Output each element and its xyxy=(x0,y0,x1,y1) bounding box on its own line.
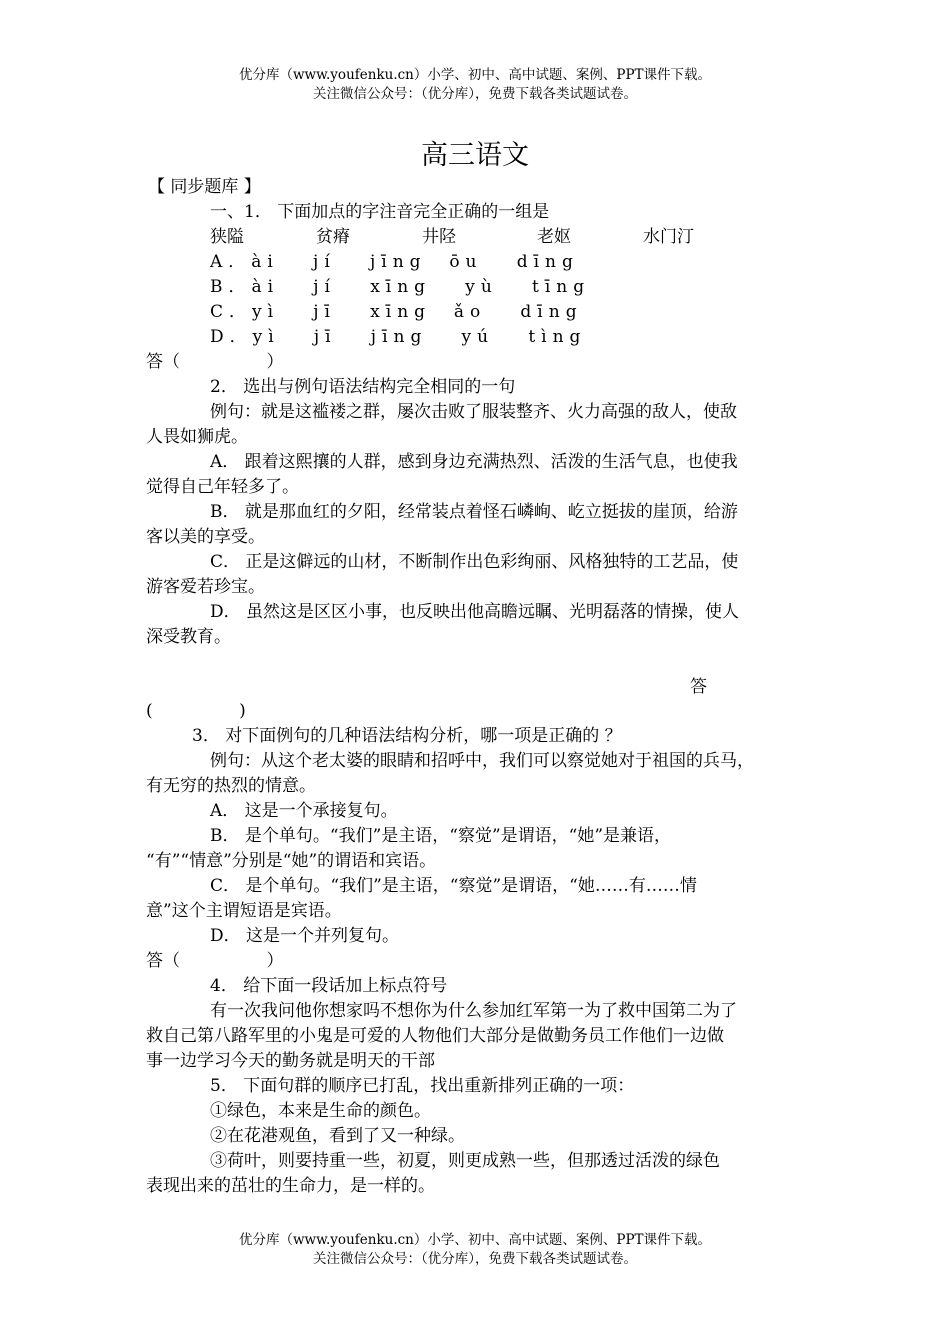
q4-passage-line-2: 救自己第八路军里的小鬼是可爱的人物他们大部分是做勤务员工作他们一边做 xyxy=(146,1026,724,1046)
q1-word-1: 狭隘 xyxy=(210,227,244,247)
q4-passage-line-1: 有一次我问他你想家吗不想你为什么参加红军第一为了救中国第二为了 xyxy=(210,1001,737,1021)
q3-answer: 答（ ） xyxy=(146,951,284,971)
q1-option-b: B．ài jí xīng yù tīng xyxy=(210,277,591,297)
header-line-2: 关注微信公众号：（优分库），免费下载各类试题试卷。 xyxy=(313,86,637,102)
q3-option-b-line-2: “有”“情意”分别是“她”的谓语和宾语。 xyxy=(146,851,437,871)
q3-option-a: A． 这是一个承接复句。 xyxy=(210,801,398,821)
q1-stem: 一、1． 下面加点的字注音完全正确的一组是 xyxy=(210,202,550,222)
header-line-1: 优分库（www.youfenku.cn）小学、初中、高中试题、案例、PPT课件下载。 xyxy=(238,67,712,83)
q1-word-5: 水门汀 xyxy=(643,227,694,247)
q3-option-b-line-1: B． 是个单句。“我们”是主语，“察觉”是谓语，“她”是兼语， xyxy=(210,826,672,846)
q2-answer-paren: ( ) xyxy=(146,701,246,721)
q2-answer-label: 答 xyxy=(690,677,707,697)
q3-stem: 3． 对下面例句的几种语法结构分析，哪一项是正确的 ？ xyxy=(192,726,622,746)
q2-option-b-line-1: B． 就是那血红的夕阳，经常装点着怪石嶙峋、屹立挺拔的崖顶，给游 xyxy=(210,502,738,522)
q1-word-3: 井陉 xyxy=(422,227,456,247)
q2-option-c-line-2: 游客爱若珍宝。 xyxy=(146,577,265,597)
q1-option-d: D．yì jī jīng yú tìng xyxy=(210,327,587,347)
q2-example-line-1: 例句：就是这褴褛之群，屡次击败了服装整齐、火力高强的敌人，使敌 xyxy=(210,402,737,422)
q2-option-b-line-2: 客以美的享受。 xyxy=(146,527,265,547)
q5-sentence-2: ②在花港观鱼，看到了又一种绿。 xyxy=(210,1126,465,1146)
q1-word-2: 贫瘠 xyxy=(316,227,350,247)
q4-stem: 4． 给下面一段话加上标点符号 xyxy=(210,976,448,996)
q3-example-line-2: 有无穷的热烈的情意。 xyxy=(146,776,316,796)
q1-word-4: 老妪 xyxy=(537,227,571,247)
q5-stem: 5． 下面句群的顺序已打乱，找出重新排列正确的一项： xyxy=(210,1076,635,1096)
q2-stem: 2． 选出与例句语法结构完全相同的一句 xyxy=(210,377,516,397)
q2-option-d-line-1: D． 虽然这是区区小事，也反映出他高瞻远瞩、光明磊落的情操，使人 xyxy=(210,602,740,622)
q2-option-a-line-1: A． 跟着这熙攘的人群，感到身边充满热烈、活泼的生活气息，也使我 xyxy=(210,452,738,472)
q2-option-d-line-2: 深受教育。 xyxy=(146,627,231,647)
q5-sentence-3-line-2: 表现出来的茁壮的生命力，是一样的。 xyxy=(146,1176,435,1196)
footer-line-2: 关注微信公众号：（优分库），免费下载各类试题试卷。 xyxy=(313,1251,637,1267)
q3-option-c-line-2: 意”这个主谓短语是宾语。 xyxy=(146,901,342,921)
q4-passage-line-3: 事一边学习今天的勤务就是明天的干部 xyxy=(146,1051,435,1071)
q1-option-c: C．yì jī xīng ǎo dīng xyxy=(210,302,583,322)
section-label: 【 同步题库 】 xyxy=(148,177,261,197)
q5-sentence-3-line-1: ③荷叶，则要持重一些，初夏，则更成熟一些，但那透过活泼的绿色 xyxy=(210,1151,720,1171)
q5-sentence-1: ①绿色，本来是生命的颜色。 xyxy=(210,1101,431,1121)
q3-option-c-line-1: C． 是个单句。“我们”是主语，“察觉”是谓语，“她……有……情 xyxy=(210,876,697,896)
q3-example-line-1: 例句：从这个老太婆的眼睛和招呼中，我们可以察觉她对于祖国的兵马， xyxy=(210,751,754,771)
footer-line-1: 优分库（www.youfenku.cn）小学、初中、高中试题、案例、PPT课件下载。 xyxy=(238,1232,712,1248)
q2-example-line-2: 人畏如狮虎。 xyxy=(146,427,248,447)
q2-option-a-line-2: 觉得自己年轻多了。 xyxy=(146,477,299,497)
q3-option-d: D． 这是一个并列复句。 xyxy=(210,926,400,946)
q1-option-a: A．ài jí jīng ōu dīng xyxy=(210,252,579,272)
q1-answer: 答（ ） xyxy=(146,352,284,372)
page-title: 高三语文 xyxy=(421,140,529,171)
q2-option-c-line-1: C． 正是这僻远的山材，不断制作出色彩绚丽、风格独特的工艺品，使 xyxy=(210,552,739,572)
